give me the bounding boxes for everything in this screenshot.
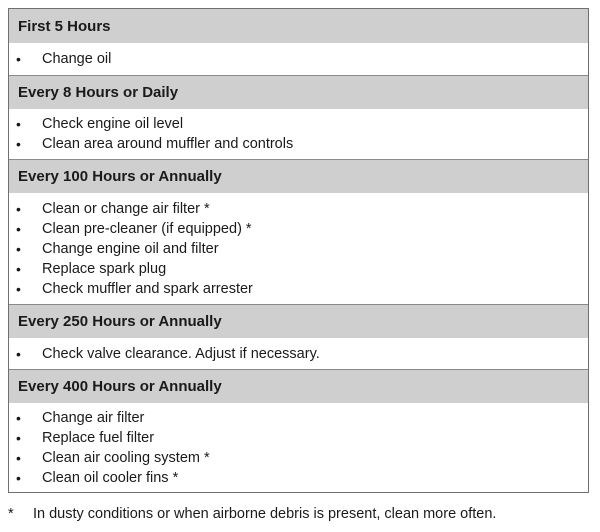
item-text: Replace spark plug: [42, 261, 167, 277]
bullet: •: [16, 51, 21, 67]
footnote: [8, 506, 496, 522]
item-text: Check muffler and spark arrester: [42, 281, 253, 297]
bullet: •: [16, 450, 21, 466]
list-item: [9, 219, 588, 239]
item-text: Change engine oil and filter: [42, 241, 219, 257]
section-header: Every 400 Hours or Annually: [9, 369, 588, 403]
list-item: [9, 134, 588, 154]
item-text: Replace fuel filter: [42, 430, 155, 446]
item-text: Clean air cooling system *: [42, 450, 210, 466]
bullet: •: [16, 261, 21, 277]
item-text: Clean oil cooler fins *: [42, 470, 179, 486]
bullet: •: [16, 221, 21, 237]
bullet: •: [16, 281, 21, 297]
bullet: •: [16, 241, 21, 257]
item-text: Clean or change air filter *: [42, 201, 210, 217]
list-item: [9, 448, 588, 468]
item-text: Change air filter: [42, 410, 145, 426]
bullet: •: [16, 430, 21, 446]
list-item: [9, 428, 588, 448]
list-item: [9, 259, 588, 279]
maintenance-schedule-table: [8, 8, 589, 493]
list-item: [9, 114, 588, 134]
list-item: [9, 49, 588, 69]
section-items: [9, 109, 588, 159]
section-items: [9, 193, 588, 304]
bullet: •: [16, 470, 21, 486]
section-header: First 5 Hours: [9, 9, 588, 43]
list-item: [9, 344, 588, 364]
list-item: [9, 239, 588, 259]
section-header: Every 100 Hours or Annually: [9, 159, 588, 193]
bullet: •: [16, 201, 21, 217]
bullet: •: [16, 116, 21, 132]
list-item: [9, 468, 588, 488]
item-text: Check engine oil level: [42, 116, 184, 132]
bullet: •: [16, 136, 21, 152]
section-header: Every 8 Hours or Daily: [9, 75, 588, 109]
footnote-text: In dusty conditions or when airborne debris is present, clean more often.: [33, 506, 497, 522]
footnote-asterisk: *: [8, 506, 14, 522]
item-text: Check valve clearance. Adjust if necessary.: [42, 346, 320, 362]
item-text: Clean area around muffler and controls: [42, 136, 294, 152]
section-header: Every 250 Hours or Annually: [9, 304, 588, 338]
section-items: [9, 43, 588, 75]
list-item: [9, 279, 588, 299]
list-item: [9, 199, 588, 219]
section-items: [9, 338, 588, 369]
list-item: [9, 408, 588, 428]
section-items: [9, 403, 588, 492]
item-text: Clean pre-cleaner (if equipped) *: [42, 221, 252, 237]
item-text: Change oil: [42, 51, 112, 67]
bullet: •: [16, 346, 21, 362]
bullet: •: [16, 410, 21, 426]
